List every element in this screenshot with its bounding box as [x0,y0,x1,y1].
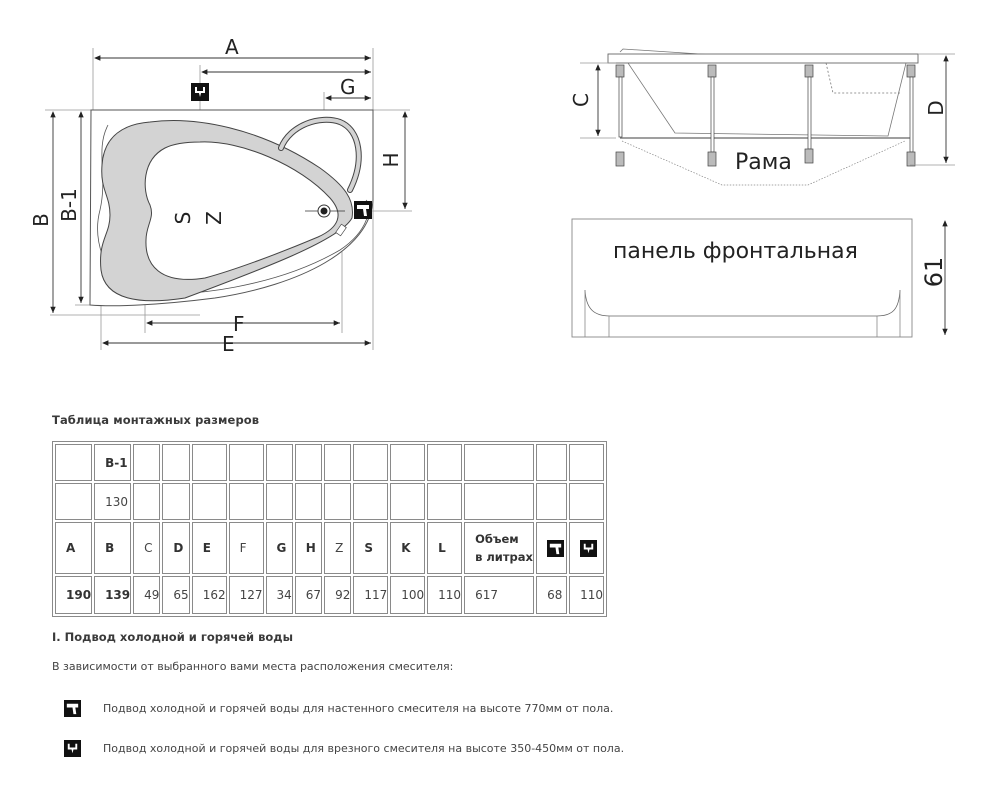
front-panel [572,219,912,337]
value-volume: 617 [464,576,534,614]
label-D: D [924,100,948,116]
label-Z: Z [202,211,226,225]
header-L: L [427,522,462,574]
label-E: E [222,332,235,356]
wall-mixer-icon [354,201,372,219]
value-E: 162 [192,576,227,614]
cell-b1-header: B-1 [94,444,131,481]
header-D: D [162,522,189,574]
dimensions-table [52,441,607,617]
note-text: Подвод холодной и горячей воды для настенного смесителя на высоте 770мм от пола. [103,702,614,715]
label-G: G [340,75,356,99]
wall-mixer-icon [64,700,81,717]
value-D: 65 [162,576,189,614]
section-title: I. Подвод холодной и горячей воды [52,630,293,644]
value-mortise-mixer: 110 [569,576,604,614]
header-K: K [390,522,425,574]
header-volume: Объем в литрах [464,522,534,574]
mortise-mixer-icon [64,740,81,757]
header-S: S [353,522,388,574]
table-values-row [55,576,604,614]
header-G: G [266,522,293,574]
value-L: 110 [427,576,462,614]
wall-mixer-icon [547,540,564,557]
label-B: B [29,213,53,227]
label-F: F [233,312,245,336]
value-C: 49 [133,576,160,614]
value-A: 190 [55,576,92,614]
bath-side-view [550,30,980,200]
panel-height-label: 61 [920,256,948,288]
label-B1: B-1 [57,188,81,222]
header-mortise-mixer [569,522,604,574]
table-row [55,444,604,481]
section-intro: В зависимости от выбранного вами места расположения смесителя: [52,660,454,673]
header-F: F [229,522,264,574]
front-panel-label: панель фронтальная [613,239,858,264]
label-H: H [379,152,403,168]
note-wall-mixer [64,700,613,717]
front-panel-view [550,200,980,350]
header-C: C [133,522,160,574]
table-title: Таблица монтажных размеров [52,413,260,427]
label-S: S [171,211,195,225]
label-A: A [225,35,239,59]
header-A: A [55,522,92,574]
mortise-mixer-icon [191,83,209,101]
label-C: C [569,93,593,107]
value-Z: 92 [324,576,351,614]
mortise-mixer-icon [580,540,597,557]
value-F: 127 [229,576,264,614]
frame-label: Рама [735,150,792,175]
note-mortise-mixer [64,740,624,757]
cell-b1-value: 130 [94,483,131,520]
value-wall-mixer: 68 [536,576,567,614]
header-wall-mixer [536,522,567,574]
value-S: 117 [353,576,388,614]
value-K: 100 [390,576,425,614]
table-row [55,483,604,520]
table-header-row [55,522,604,574]
header-E: E [192,522,227,574]
bath-plan-view [0,0,420,360]
header-Z: Z [324,522,351,574]
value-H: 67 [295,576,322,614]
bath-rim [608,54,918,63]
header-H: H [295,522,322,574]
value-G: 34 [266,576,293,614]
note-text: Подвод холодной и горячей воды для врезного смесителя на высоте 350-450мм от пола. [103,742,625,755]
value-B: 139 [94,576,131,614]
header-B: B [94,522,131,574]
